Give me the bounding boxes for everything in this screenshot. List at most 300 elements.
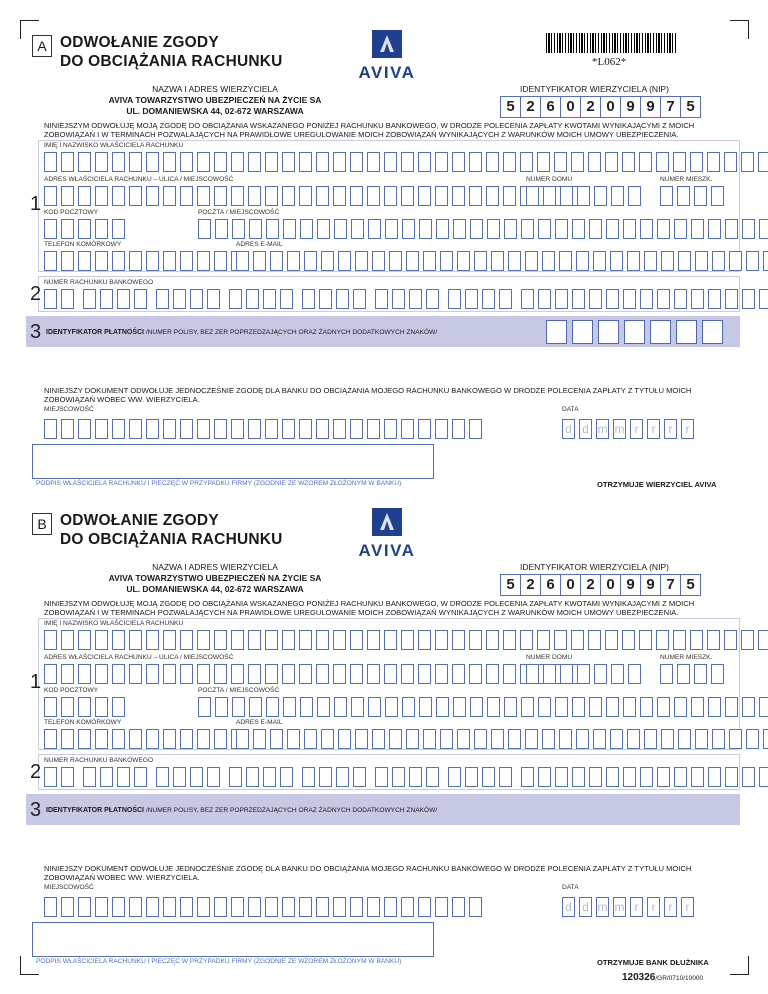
entry-box[interactable]: [520, 152, 533, 172]
entry-box[interactable]: [691, 697, 704, 717]
entry-box[interactable]: [554, 152, 567, 172]
entry-box[interactable]: [711, 664, 724, 684]
entry-box[interactable]: [521, 219, 534, 239]
entry-box[interactable]: [504, 219, 517, 239]
entry-box[interactable]: [129, 897, 142, 917]
date-boxes[interactable]: [562, 419, 698, 439]
entry-box[interactable]: [521, 767, 534, 787]
entry-box[interactable]: [180, 251, 193, 271]
entry-box[interactable]: [333, 152, 346, 172]
entry-box[interactable]: [708, 289, 721, 309]
entry-box[interactable]: [299, 419, 312, 439]
entry-box[interactable]: [180, 897, 193, 917]
entry-box[interactable]: [418, 897, 431, 917]
entry-box[interactable]: [708, 697, 721, 717]
entry-box[interactable]: [465, 767, 478, 787]
entry-box[interactable]: [639, 630, 652, 650]
signature-box[interactable]: [32, 922, 434, 957]
entry-box[interactable]: [95, 186, 108, 206]
entry-box[interactable]: [299, 630, 312, 650]
post-city-boxes[interactable]: [198, 219, 768, 239]
entry-box[interactable]: [134, 767, 147, 787]
entry-box[interactable]: [520, 630, 533, 650]
entry-box[interactable]: [248, 630, 261, 650]
entry-box[interactable]: [78, 630, 91, 650]
entry-box[interactable]: [724, 152, 737, 172]
entry-box[interactable]: [741, 630, 754, 650]
entry-box[interactable]: [198, 219, 211, 239]
entry-box[interactable]: [350, 419, 363, 439]
entry-box[interactable]: [180, 186, 193, 206]
entry-box[interactable]: [758, 152, 768, 172]
entry-box[interactable]: [190, 289, 203, 309]
date-box[interactable]: d: [562, 419, 575, 439]
entry-box[interactable]: [95, 419, 108, 439]
entry-box[interactable]: [95, 697, 108, 717]
entry-box[interactable]: [543, 664, 556, 684]
entry-box[interactable]: [542, 251, 555, 271]
entry-box[interactable]: [560, 664, 573, 684]
entry-box[interactable]: [657, 697, 670, 717]
entry-box[interactable]: [146, 664, 159, 684]
entry-box[interactable]: [246, 289, 259, 309]
entry-box[interactable]: [521, 697, 534, 717]
entry-box[interactable]: [594, 186, 607, 206]
entry-box[interactable]: [694, 664, 707, 684]
entry-box[interactable]: [677, 664, 690, 684]
entry-box[interactable]: [263, 289, 276, 309]
entry-box[interactable]: [367, 664, 380, 684]
entry-box[interactable]: [401, 186, 414, 206]
entry-box[interactable]: [538, 697, 551, 717]
entry-box[interactable]: [606, 697, 619, 717]
entry-box[interactable]: [163, 251, 176, 271]
entry-box[interactable]: [657, 289, 670, 309]
entry-box[interactable]: [707, 152, 720, 172]
entry-box[interactable]: [673, 152, 686, 172]
entry-box[interactable]: [640, 767, 653, 787]
entry-box[interactable]: [44, 419, 57, 439]
entry-box[interactable]: [333, 664, 346, 684]
entry-box[interactable]: [83, 289, 96, 309]
entry-box[interactable]: [423, 729, 436, 749]
entry-box[interactable]: [453, 219, 466, 239]
entry-box[interactable]: [61, 664, 74, 684]
entry-box[interactable]: [112, 630, 125, 650]
entry-box[interactable]: [375, 767, 388, 787]
entry-box[interactable]: [589, 219, 602, 239]
entry-box[interactable]: [44, 697, 57, 717]
entry-box[interactable]: [214, 897, 227, 917]
entry-box[interactable]: [333, 897, 346, 917]
date-box[interactable]: r: [647, 897, 660, 917]
entry-box[interactable]: [503, 664, 516, 684]
entry-box[interactable]: [215, 219, 228, 239]
entry-box[interactable]: [711, 186, 724, 206]
entry-box[interactable]: [368, 219, 381, 239]
entry-box[interactable]: [375, 289, 388, 309]
house-number-boxes[interactable]: [526, 186, 645, 206]
entry-box[interactable]: [333, 186, 346, 206]
flat-number-boxes[interactable]: [660, 664, 728, 684]
entry-box[interactable]: [232, 219, 245, 239]
entry-box[interactable]: [418, 152, 431, 172]
entry-box[interactable]: [401, 897, 414, 917]
entry-box[interactable]: [249, 219, 262, 239]
entry-box[interactable]: [546, 320, 567, 344]
date-box[interactable]: m: [613, 419, 626, 439]
entry-box[interactable]: [336, 289, 349, 309]
entry-box[interactable]: [353, 289, 366, 309]
entry-box[interactable]: [173, 289, 186, 309]
entry-box[interactable]: [214, 664, 227, 684]
entry-box[interactable]: [350, 152, 363, 172]
entry-box[interactable]: [695, 251, 708, 271]
entry-box[interactable]: [611, 186, 624, 206]
entry-box[interactable]: [163, 630, 176, 650]
entry-box[interactable]: [95, 664, 108, 684]
entry-box[interactable]: [576, 251, 589, 271]
date-box[interactable]: r: [681, 419, 694, 439]
entry-box[interactable]: [482, 289, 495, 309]
street-boxes[interactable]: [44, 186, 588, 206]
entry-box[interactable]: [593, 729, 606, 749]
entry-box[interactable]: [173, 767, 186, 787]
entry-box[interactable]: [554, 630, 567, 650]
entry-box[interactable]: [231, 419, 244, 439]
entry-box[interactable]: [95, 219, 108, 239]
entry-box[interactable]: [265, 630, 278, 650]
entry-box[interactable]: [300, 219, 313, 239]
entry-box[interactable]: [384, 664, 397, 684]
entry-box[interactable]: [690, 152, 703, 172]
entry-box[interactable]: [555, 289, 568, 309]
entry-box[interactable]: [78, 152, 91, 172]
entry-box[interactable]: [180, 630, 193, 650]
entry-box[interactable]: [338, 729, 351, 749]
email-boxes[interactable]: [236, 251, 768, 271]
entry-box[interactable]: [317, 219, 330, 239]
entry-box[interactable]: [742, 219, 755, 239]
entry-box[interactable]: [677, 186, 690, 206]
entry-box[interactable]: [474, 729, 487, 749]
entry-box[interactable]: [282, 419, 295, 439]
entry-box[interactable]: [526, 186, 539, 206]
entry-box[interactable]: [759, 767, 768, 787]
entry-box[interactable]: [452, 664, 465, 684]
entry-box[interactable]: [316, 186, 329, 206]
entry-box[interactable]: [231, 186, 244, 206]
owner-name-boxes[interactable]: [44, 152, 768, 172]
entry-box[interactable]: [593, 251, 606, 271]
entry-box[interactable]: [440, 251, 453, 271]
entry-box[interactable]: [287, 729, 300, 749]
entry-box[interactable]: [622, 630, 635, 650]
entry-box[interactable]: [763, 251, 768, 271]
entry-box[interactable]: [163, 419, 176, 439]
entry-box[interactable]: [674, 219, 687, 239]
entry-box[interactable]: [319, 767, 332, 787]
entry-box[interactable]: [180, 152, 193, 172]
entry-box[interactable]: [572, 289, 585, 309]
entry-box[interactable]: [129, 729, 142, 749]
entry-box[interactable]: [350, 630, 363, 650]
entry-box[interactable]: [246, 767, 259, 787]
entry-box[interactable]: [129, 251, 142, 271]
entry-box[interactable]: [282, 186, 295, 206]
entry-box[interactable]: [112, 219, 125, 239]
entry-box[interactable]: [61, 897, 74, 917]
entry-box[interactable]: [572, 320, 593, 344]
date-box[interactable]: d: [579, 419, 592, 439]
entry-box[interactable]: [694, 186, 707, 206]
entry-box[interactable]: [163, 897, 176, 917]
entry-box[interactable]: [319, 289, 332, 309]
entry-box[interactable]: [180, 729, 193, 749]
entry-box[interactable]: [538, 219, 551, 239]
entry-box[interactable]: [406, 729, 419, 749]
entry-box[interactable]: [78, 897, 91, 917]
entry-box[interactable]: [491, 729, 504, 749]
entry-box[interactable]: [746, 729, 759, 749]
entry-box[interactable]: [253, 251, 266, 271]
entry-box[interactable]: [44, 767, 57, 787]
post-city-boxes[interactable]: [198, 697, 768, 717]
entry-box[interactable]: [117, 767, 130, 787]
entry-box[interactable]: [487, 697, 500, 717]
entry-box[interactable]: [644, 729, 657, 749]
entry-box[interactable]: [470, 219, 483, 239]
entry-box[interactable]: [197, 186, 210, 206]
entry-box[interactable]: [555, 219, 568, 239]
entry-box[interactable]: [163, 186, 176, 206]
date-box[interactable]: r: [681, 897, 694, 917]
entry-box[interactable]: [302, 289, 315, 309]
entry-box[interactable]: [180, 419, 193, 439]
entry-box[interactable]: [78, 419, 91, 439]
entry-box[interactable]: [452, 152, 465, 172]
entry-box[interactable]: [708, 767, 721, 787]
payment-id-boxes[interactable]: [546, 320, 728, 344]
date-box[interactable]: m: [596, 419, 609, 439]
account-number-boxes[interactable]: [44, 767, 768, 787]
entry-box[interactable]: [231, 152, 244, 172]
entry-box[interactable]: [628, 664, 641, 684]
entry-box[interactable]: [282, 664, 295, 684]
entry-box[interactable]: [248, 897, 261, 917]
entry-box[interactable]: [660, 186, 673, 206]
entry-box[interactable]: [623, 767, 636, 787]
entry-box[interactable]: [559, 251, 572, 271]
entry-box[interactable]: [282, 630, 295, 650]
entry-box[interactable]: [282, 897, 295, 917]
entry-box[interactable]: [401, 152, 414, 172]
entry-box[interactable]: [577, 186, 590, 206]
date-box[interactable]: r: [630, 419, 643, 439]
entry-box[interactable]: [606, 219, 619, 239]
entry-box[interactable]: [729, 251, 742, 271]
date-box[interactable]: r: [664, 897, 677, 917]
account-number-boxes[interactable]: [44, 289, 768, 309]
entry-box[interactable]: [117, 289, 130, 309]
entry-box[interactable]: [265, 897, 278, 917]
entry-box[interactable]: [725, 289, 738, 309]
entry-box[interactable]: [572, 697, 585, 717]
entry-box[interactable]: [457, 729, 470, 749]
entry-box[interactable]: [725, 219, 738, 239]
place-boxes[interactable]: [44, 897, 486, 917]
entry-box[interactable]: [368, 697, 381, 717]
entry-box[interactable]: [419, 219, 432, 239]
entry-box[interactable]: [78, 251, 91, 271]
entry-box[interactable]: [598, 320, 619, 344]
entry-box[interactable]: [146, 630, 159, 650]
entry-box[interactable]: [426, 289, 439, 309]
entry-box[interactable]: [197, 251, 210, 271]
entry-box[interactable]: [367, 152, 380, 172]
entry-box[interactable]: [214, 152, 227, 172]
entry-box[interactable]: [572, 219, 585, 239]
entry-box[interactable]: [351, 219, 364, 239]
entry-box[interactable]: [112, 419, 125, 439]
entry-box[interactable]: [129, 186, 142, 206]
entry-box[interactable]: [436, 697, 449, 717]
entry-box[interactable]: [644, 251, 657, 271]
entry-box[interactable]: [538, 767, 551, 787]
entry-box[interactable]: [95, 729, 108, 749]
entry-box[interactable]: [78, 729, 91, 749]
entry-box[interactable]: [321, 251, 334, 271]
entry-box[interactable]: [384, 186, 397, 206]
entry-box[interactable]: [640, 289, 653, 309]
entry-box[interactable]: [503, 186, 516, 206]
entry-box[interactable]: [763, 729, 768, 749]
entry-box[interactable]: [197, 152, 210, 172]
entry-box[interactable]: [231, 897, 244, 917]
entry-box[interactable]: [640, 219, 653, 239]
entry-box[interactable]: [486, 630, 499, 650]
entry-box[interactable]: [333, 419, 346, 439]
entry-box[interactable]: [508, 729, 521, 749]
entry-box[interactable]: [469, 630, 482, 650]
entry-box[interactable]: [572, 767, 585, 787]
entry-box[interactable]: [389, 729, 402, 749]
owner-name-boxes[interactable]: [44, 630, 768, 650]
entry-box[interactable]: [656, 630, 669, 650]
entry-box[interactable]: [129, 419, 142, 439]
entry-box[interactable]: [44, 664, 57, 684]
entry-box[interactable]: [44, 251, 57, 271]
entry-box[interactable]: [316, 664, 329, 684]
entry-box[interactable]: [83, 767, 96, 787]
entry-box[interactable]: [576, 729, 589, 749]
entry-box[interactable]: [392, 767, 405, 787]
entry-box[interactable]: [61, 697, 74, 717]
entry-box[interactable]: [263, 767, 276, 787]
entry-box[interactable]: [355, 251, 368, 271]
entry-box[interactable]: [350, 897, 363, 917]
entry-box[interactable]: [355, 729, 368, 749]
entry-box[interactable]: [61, 186, 74, 206]
entry-box[interactable]: [78, 697, 91, 717]
entry-box[interactable]: [44, 897, 57, 917]
date-box[interactable]: r: [647, 419, 660, 439]
signature-box[interactable]: [32, 444, 434, 479]
entry-box[interactable]: [676, 320, 697, 344]
entry-box[interactable]: [448, 289, 461, 309]
entry-box[interactable]: [627, 729, 640, 749]
entry-box[interactable]: [435, 897, 448, 917]
entry-box[interactable]: [678, 251, 691, 271]
entry-box[interactable]: [146, 897, 159, 917]
entry-box[interactable]: [61, 152, 74, 172]
entry-box[interactable]: [129, 152, 142, 172]
entry-box[interactable]: [674, 289, 687, 309]
entry-box[interactable]: [270, 251, 283, 271]
entry-box[interactable]: [385, 219, 398, 239]
entry-box[interactable]: [299, 897, 312, 917]
entry-box[interactable]: [392, 289, 405, 309]
entry-box[interactable]: [469, 664, 482, 684]
entry-box[interactable]: [610, 729, 623, 749]
entry-box[interactable]: [146, 729, 159, 749]
entry-box[interactable]: [742, 289, 755, 309]
entry-box[interactable]: [503, 152, 516, 172]
entry-box[interactable]: [469, 419, 482, 439]
entry-box[interactable]: [448, 767, 461, 787]
entry-box[interactable]: [435, 630, 448, 650]
entry-box[interactable]: [526, 664, 539, 684]
entry-box[interactable]: [571, 152, 584, 172]
entry-box[interactable]: [691, 767, 704, 787]
entry-box[interactable]: [336, 767, 349, 787]
entry-box[interactable]: [560, 186, 573, 206]
entry-box[interactable]: [282, 152, 295, 172]
date-box[interactable]: m: [613, 897, 626, 917]
entry-box[interactable]: [724, 630, 737, 650]
entry-box[interactable]: [640, 697, 653, 717]
entry-box[interactable]: [559, 729, 572, 749]
entry-box[interactable]: [44, 219, 57, 239]
entry-box[interactable]: [61, 219, 74, 239]
entry-box[interactable]: [44, 729, 57, 749]
entry-box[interactable]: [639, 152, 652, 172]
entry-box[interactable]: [95, 897, 108, 917]
entry-box[interactable]: [270, 729, 283, 749]
entry-box[interactable]: [759, 289, 768, 309]
entry-box[interactable]: [605, 630, 618, 650]
postcode-boxes[interactable]: [44, 697, 129, 717]
entry-box[interactable]: [197, 729, 210, 749]
entry-box[interactable]: [280, 289, 293, 309]
entry-box[interactable]: [300, 697, 313, 717]
entry-box[interactable]: [419, 697, 432, 717]
entry-box[interactable]: [402, 697, 415, 717]
entry-box[interactable]: [589, 767, 602, 787]
entry-box[interactable]: [304, 729, 317, 749]
entry-box[interactable]: [61, 767, 74, 787]
entry-box[interactable]: [112, 152, 125, 172]
entry-box[interactable]: [299, 664, 312, 684]
entry-box[interactable]: [435, 152, 448, 172]
entry-box[interactable]: [436, 219, 449, 239]
entry-box[interactable]: [702, 320, 723, 344]
entry-box[interactable]: [610, 251, 623, 271]
date-box[interactable]: d: [562, 897, 575, 917]
entry-box[interactable]: [491, 251, 504, 271]
entry-box[interactable]: [302, 767, 315, 787]
entry-box[interactable]: [299, 186, 312, 206]
